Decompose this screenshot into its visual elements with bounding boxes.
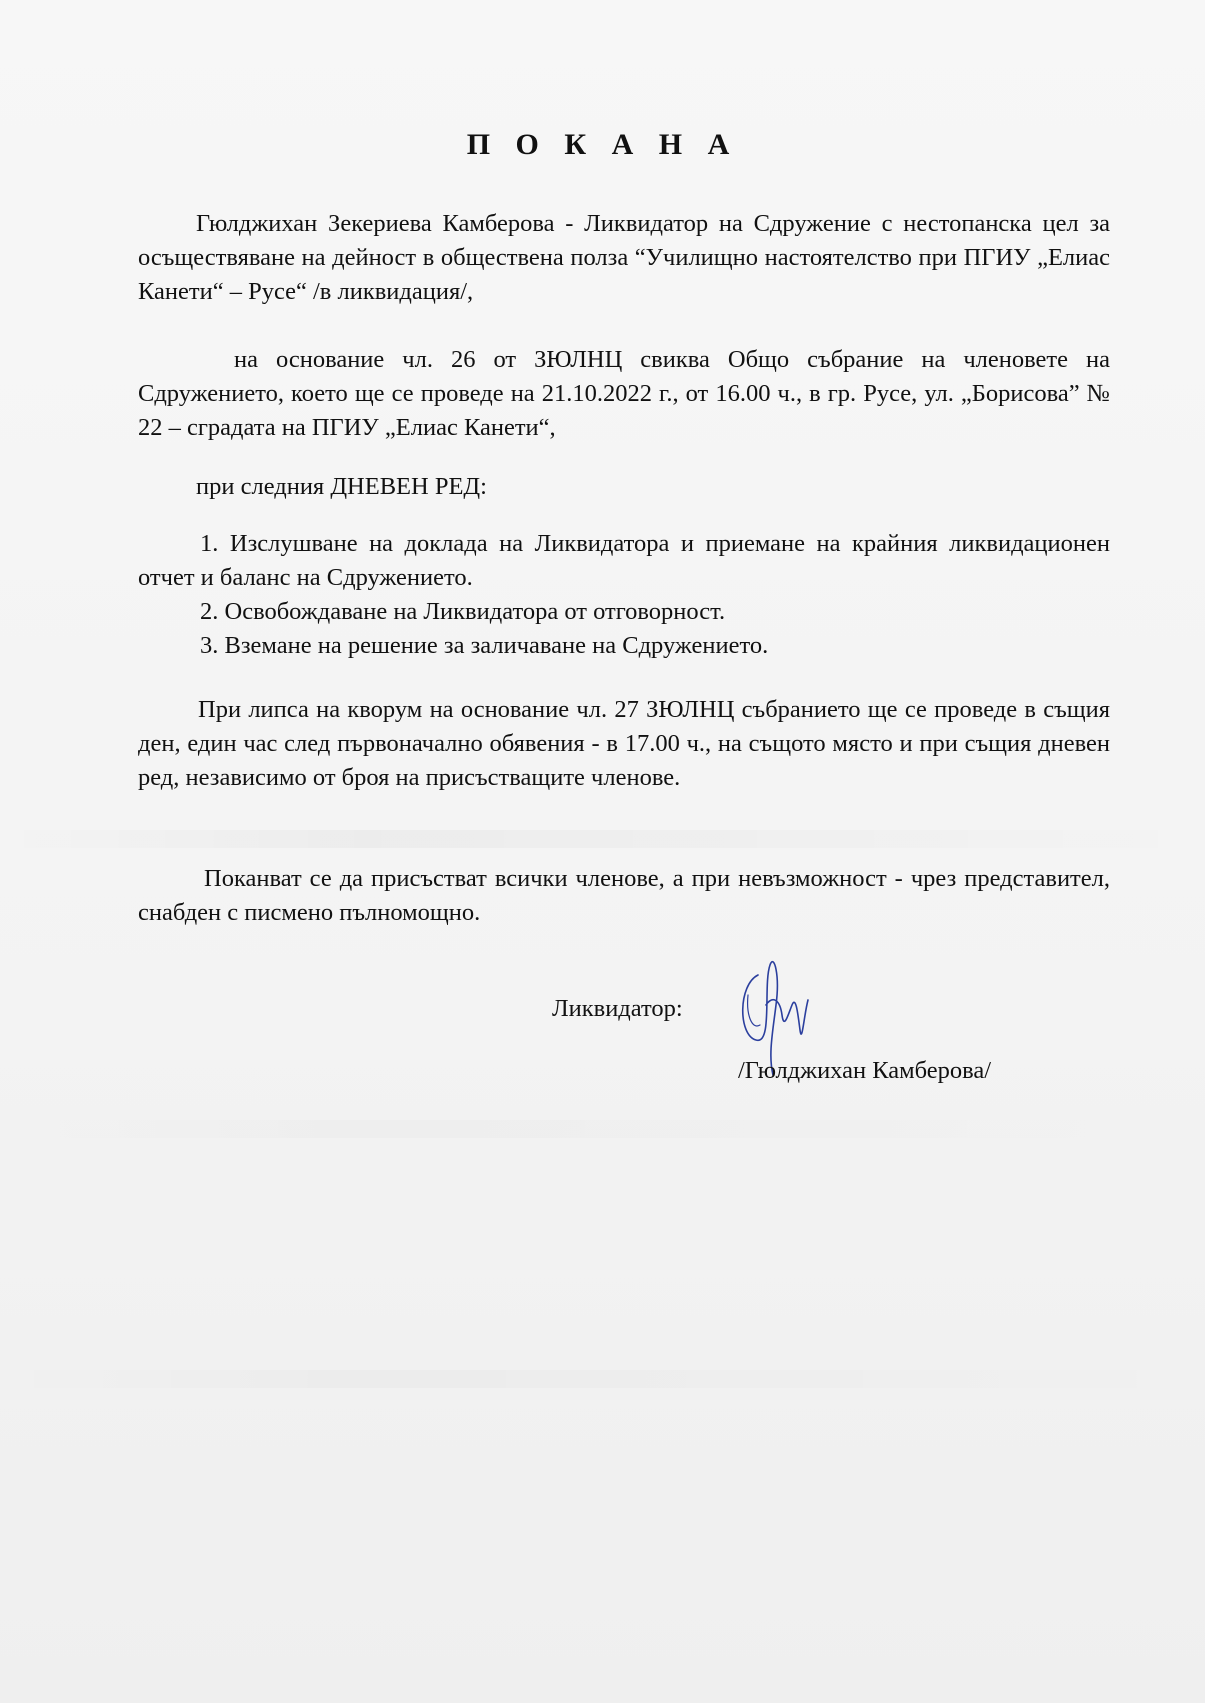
paragraph-meeting-notice: на основание чл. 26 от ЗЮЛНЦ свиква Общо събрание на членовете на Сдружението, което ще се проведе на 21.10.2022 г., от 16.00 ч., в гр. Русе, ул. „Борисова” № 22 – сградата на ПГИУ „Елиас Канети“, [138, 346, 1110, 441]
paragraph-liquidator-intro: Гюлджихан Зекериева Камберова - Ликвидатор на Сдружение с нестопанска цел за осъществяване на дейност в обществена полза “Училищно настоятелство при ПГИУ „Елиас Канети“ – Русе“ /в ликвидация/, [138, 210, 1110, 305]
paragraph-invitation: Поканват се да присъстват всички членове, а при невъзможност - чрез представител, снабден с писмено пълномощно. [138, 865, 1110, 926]
agenda-item: 1. Изслушване на доклада на Ликвидатора и приемане на крайния ликвидационен отчет и баланс на Сдружението. [138, 530, 1110, 591]
paragraph-quorum: При липса на кворум на основание чл. 27 ЗЮЛНЦ събранието ще се проведе в същия ден, един час след първоначално обявения - в 17.00 ч., на същото място и при същия дневен ред, независимо от броя на присъстващите членове. [138, 696, 1110, 791]
agenda-item: 2. Освобождаване на Ликвидатора от отговорност. [200, 598, 726, 625]
agenda-item: 3. Вземане на решение за заличаване на Сдружението. [200, 632, 769, 659]
scan-artifact [0, 830, 1205, 848]
scan-artifact [0, 1370, 1205, 1388]
signature-label: Ликвидатор: [552, 995, 683, 1022]
scan-artifact [0, 1120, 1205, 1138]
signature-name: /Гюлджихан Камберова/ [738, 1057, 992, 1084]
agenda-intro: при следния ДНЕВЕН РЕД: [196, 473, 487, 500]
document-title: П О К А Н А [466, 128, 739, 161]
agenda-list [138, 527, 1110, 663]
